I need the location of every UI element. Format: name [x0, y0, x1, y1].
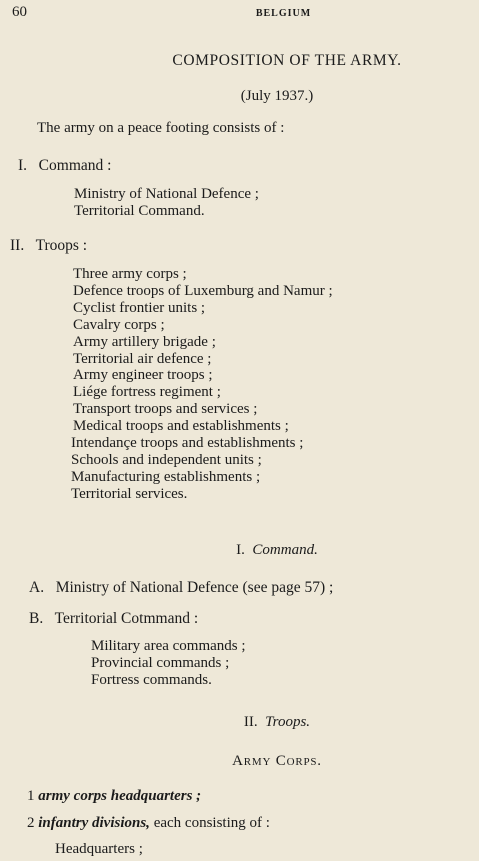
list-item: Cyclist frontier units ;	[73, 299, 206, 316]
page-title: COMPOSITION OF THE ARMY.	[172, 52, 402, 69]
item-text: Territorial Cotmmand :	[54, 610, 199, 627]
outline-heading-command	[18, 157, 111, 175]
list-item: Intendançe troops and establishments ;	[71, 435, 304, 452]
troops-list	[73, 266, 333, 503]
list-item: Territorial air defence ;	[73, 350, 212, 367]
list-item: Medical troops and establishments ;	[73, 418, 289, 435]
troops-line-1	[27, 788, 201, 805]
section-number: II.	[243, 714, 258, 730]
list-item: Three army corps ;	[73, 266, 187, 282]
list-item: Cavalry corps ;	[73, 316, 165, 333]
army-corps-heading: Army Corps.	[232, 753, 322, 769]
page-number: 60	[12, 4, 27, 20]
list-item: Territorial services.	[71, 485, 188, 502]
list-item: Military area commands ;	[91, 638, 246, 654]
item-letter: B.	[29, 610, 44, 627]
line-number: 1	[27, 788, 35, 804]
line-text: army corps headquarters ;	[38, 788, 202, 804]
troops-line-3: Headquarters ;	[55, 841, 143, 857]
item-text: Ministry of National Defence (see page 57) ;	[55, 579, 334, 596]
section-heading-troops	[0, 714, 479, 731]
section-number: I.	[236, 542, 245, 558]
list-item: Liége fortress regiment ;	[73, 384, 221, 401]
list-item: Fortress commands.	[91, 671, 212, 688]
outline-heading-troops	[10, 237, 87, 255]
list-item: Transport troops and services ;	[73, 401, 258, 418]
troops-line-2	[27, 815, 270, 832]
list-item: Army artillery brigade ;	[73, 333, 216, 350]
command-list	[74, 186, 259, 220]
item-letter: A.	[29, 579, 45, 596]
line-emphasis: infantry divisions,	[38, 815, 150, 831]
list-item: Provincial commands ;	[91, 654, 230, 671]
list-item: Army engineer troops ;	[73, 367, 213, 384]
territorial-command-list	[91, 638, 246, 689]
outline-label: Command :	[38, 157, 112, 174]
list-item: Schools and independent units ;	[71, 451, 262, 468]
section-label: Troops.	[265, 714, 311, 730]
list-item: Territorial Command.	[74, 202, 205, 219]
outline-number: I.	[18, 157, 28, 174]
paragraph-b	[29, 610, 198, 628]
section-label: Command.	[252, 542, 318, 558]
list-item: Defence troops of Luxemburg and Namur ;	[73, 282, 333, 299]
date-line: (July 1937.)	[240, 88, 314, 104]
outline-number: II.	[10, 237, 25, 254]
outline-label: Troops :	[35, 237, 88, 254]
list-item: Ministry of National Defence ;	[74, 186, 259, 202]
running-head: BELGIUM	[255, 8, 312, 19]
line-number: 2	[27, 815, 35, 831]
paragraph-a	[29, 579, 333, 597]
list-item: Manufacturing establishments ;	[71, 468, 261, 485]
line-text: each consisting of :	[149, 815, 270, 831]
intro-text: The army on a peace footing consists of :	[37, 120, 285, 136]
section-heading-command	[0, 542, 479, 559]
